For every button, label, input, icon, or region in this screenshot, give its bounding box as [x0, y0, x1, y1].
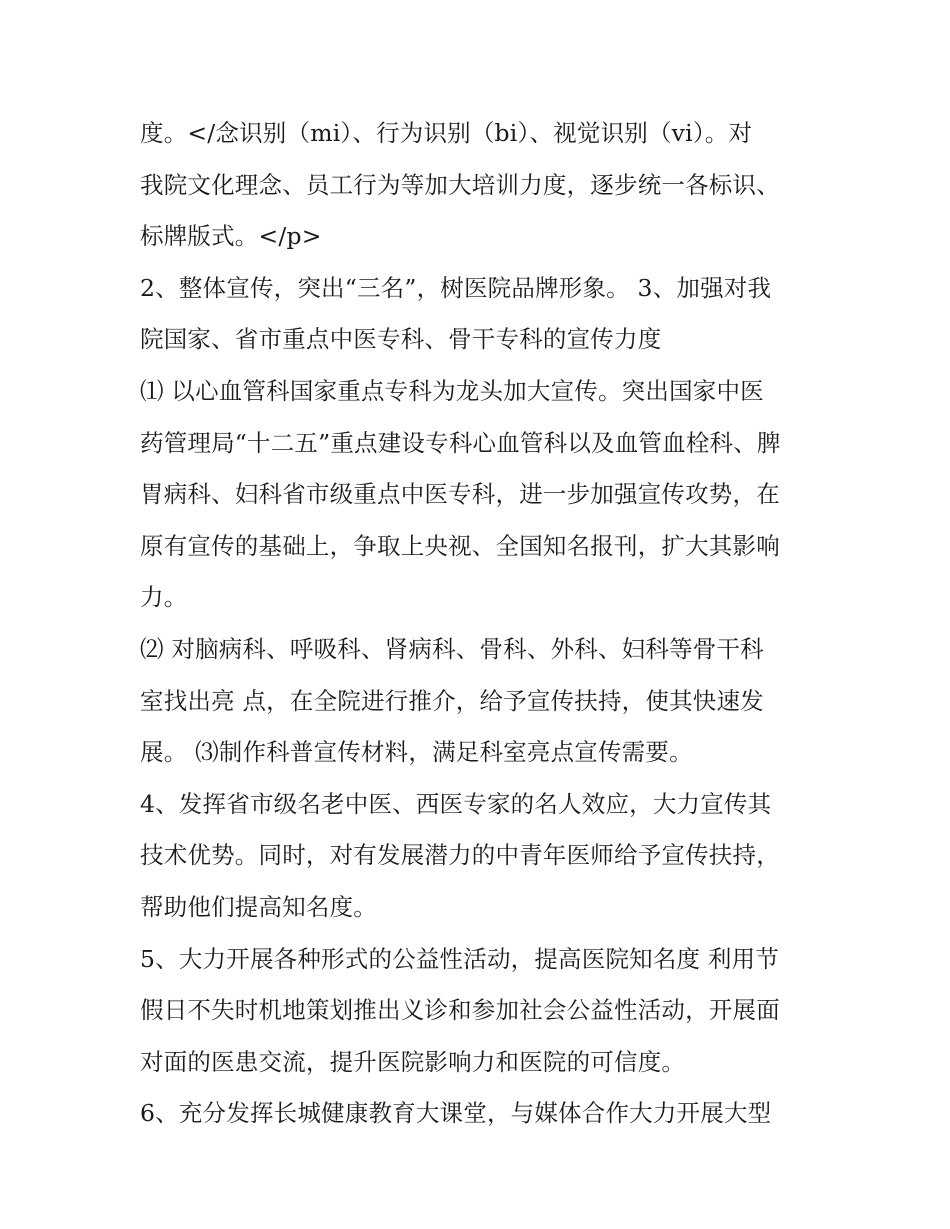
text-line: 标牌版式。</p>	[140, 222, 322, 251]
text-line: 院国家、省市重点中医专科、骨干专科的宣传力度	[140, 325, 662, 354]
text-line: 技术优势。同时，对有发展潜力的中青年医师给予宣传扶持，	[140, 841, 780, 870]
text-line: 帮助他们提高知名度。	[140, 892, 377, 921]
text-line: 展。 ⑶制作科普宣传材料，满足科室亮点宣传需要。	[140, 738, 693, 767]
text-line: 假日不失时机地策划推出义诊和参加社会公益性活动，开展面	[140, 996, 780, 1025]
text-line: ⑵ 对脑病科、呼吸科、肾病科、骨科、外科、妇科等骨干科	[140, 634, 764, 663]
text-line: 2、整体宣传，突出“三名”，树医院品牌形象。 3、加强对我	[140, 273, 772, 302]
text-line: 力。	[140, 583, 188, 612]
text-line: 我院文化理念、员工行为等加大培训力度，逐步统一各标识、	[140, 170, 780, 199]
text-line: 5、大力开展各种形式的公益性活动，提高医院知名度 利用节	[140, 944, 780, 973]
text-line: ⑴ 以心血管科国家重点专科为龙头加大宣传。突出国家中医	[140, 376, 764, 405]
text-line: 度。</念识别（mi）、行为识别（bi）、视觉识别（vi）。对	[140, 119, 753, 147]
text-line: 室找出亮 点，在全院进行推介，给予宣传扶持，使其快速发	[140, 686, 764, 715]
text-line: 对面的医患交流，提升医院影响力和医院的可信度。	[140, 1047, 686, 1076]
text-line: 胃病科、妇科省市级重点中医专科，进一步加强宣传攻势，在	[140, 480, 780, 509]
text-line: 原有宣传的基础上，争取上央视、全国知名报刊，扩大其影响	[140, 531, 780, 560]
document-body	[140, 108, 830, 1140]
text-line: 6、充分发挥长城健康教育大课堂，与媒体合作大力开展大型	[140, 1099, 772, 1128]
text-line: 4、发挥省市级名老中医、西医专家的名人效应，大力宣传其	[140, 789, 772, 818]
text-line: 药管理局“十二五”重点建设专科心血管科以及血管血栓科、脾	[140, 428, 781, 457]
